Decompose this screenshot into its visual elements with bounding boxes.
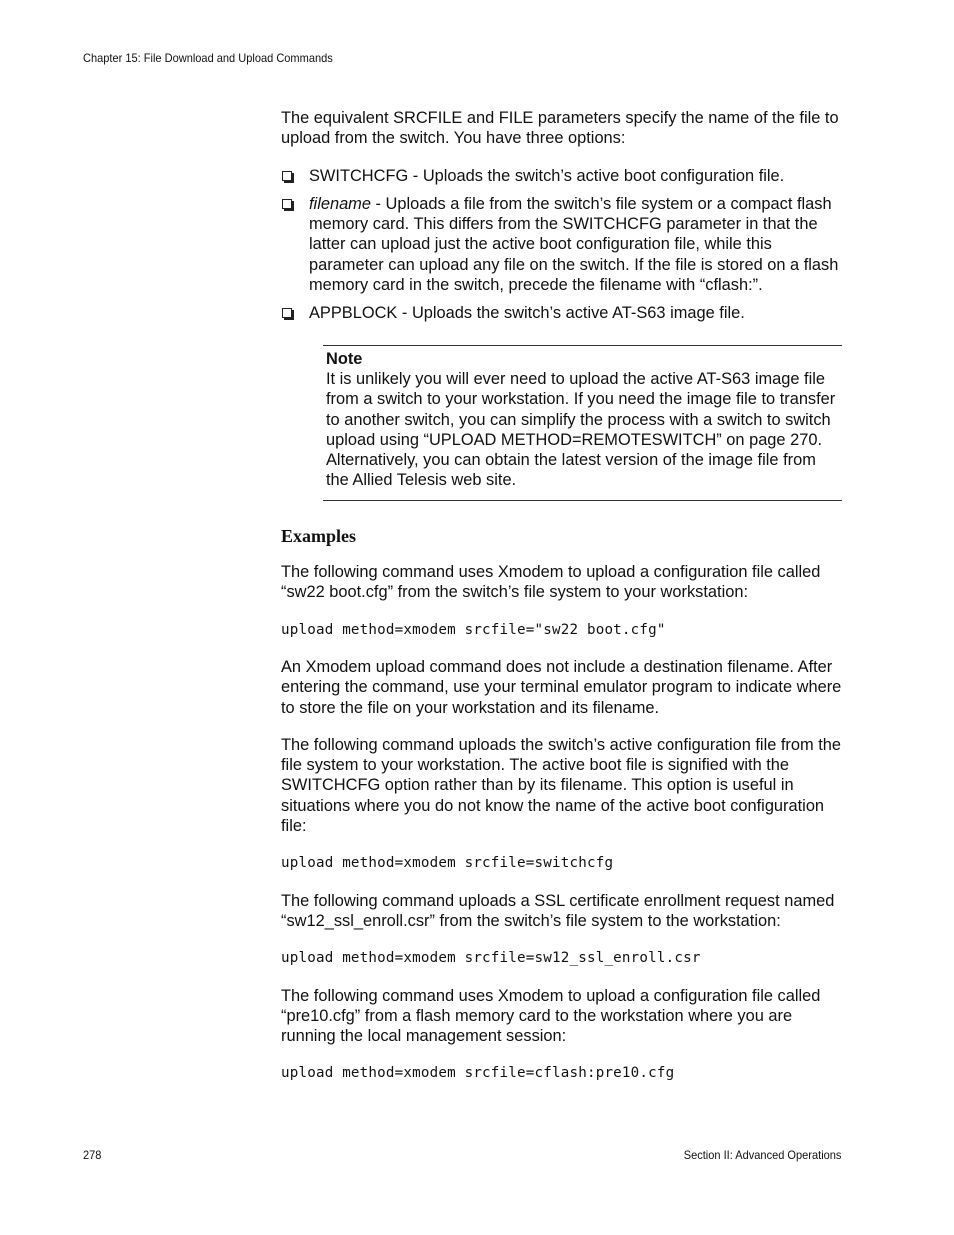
page-number: 278 bbox=[83, 1148, 102, 1162]
example-paragraph: The following command uses Xmodem to upload a configuration file called “pre10.cfg” from a flash memory card to the workstation where you are running the local management session: bbox=[281, 986, 821, 1046]
list-item bbox=[281, 303, 846, 323]
example-paragraph: The following command uses Xmodem to upload a configuration file called “sw22 boot.cfg” from the switch’s file system to your workstation: bbox=[281, 563, 821, 602]
code-sample: upload method=xmodem srcfile=switchcfg bbox=[281, 855, 614, 872]
list-item bbox=[281, 194, 846, 295]
note-box bbox=[323, 345, 842, 501]
example-paragraph: An Xmodem upload command does not include a destination filename. After entering the command, use your terminal emulator program to indicate where to store the file on your workstation and its filename. bbox=[281, 657, 842, 717]
option-term: filename bbox=[309, 194, 371, 213]
option-term: APPBLOCK bbox=[309, 304, 398, 323]
example-paragraph: The following command uploads a SSL certificate enrollment request named “sw12_ssl_enroll.csr” from the switch’s file system to the workstation: bbox=[281, 891, 835, 930]
note-title: Note bbox=[326, 349, 363, 368]
code-sample: upload method=xmodem srcfile=sw12_ssl_enroll.csr bbox=[281, 950, 701, 967]
page-body bbox=[281, 108, 846, 1101]
list-item bbox=[281, 166, 846, 186]
checkbox-bullet-icon bbox=[282, 308, 292, 318]
checkbox-bullet-icon bbox=[282, 199, 292, 209]
code-sample: upload method=xmodem srcfile="sw22 boot.cfg" bbox=[281, 621, 666, 638]
options-list bbox=[281, 166, 846, 324]
intro-paragraph: The equivalent SRCFILE and FILE parameters specify the name of the file to upload from the switch. You have three options: bbox=[281, 109, 839, 148]
option-text: - Uploads the switch’s active boot configuration file. bbox=[408, 166, 785, 185]
example-paragraph: The following command uploads the switch’s active configuration file from the file system to your workstation. The active boot file is signified with the SWITCHCFG option rather than by its filename. This option is useful in situations where you do not know the name of the active boot configuration file: bbox=[281, 735, 841, 836]
option-text: - Uploads the switch’s active AT-S63 image file. bbox=[397, 304, 745, 323]
code-sample: upload method=xmodem srcfile=cflash:pre10.cfg bbox=[281, 1065, 675, 1082]
examples-heading: Examples bbox=[281, 525, 357, 546]
option-text: - Uploads a file from the switch’s file system or a compact flash memory card. This differs from the SWITCHCFG parameter in that the latter can upload just the active boot configuration file, while this parameter can upload any file on the switch. If the file is stored on a flash memory card in the switch, precede the filename with “cflash:”. bbox=[309, 194, 839, 295]
checkbox-bullet-icon bbox=[282, 171, 292, 181]
note-body: It is unlikely you will ever need to upload the active AT-S63 image file from a switch to your workstation. If you need the image file to transfer to another switch, you can simplify the process with a switch to switch upload using “UPLOAD METHOD=REMOTESWITCH” on page 270. Alternatively, you can obtain the latest version of the image file from the Allied Telesis web site. bbox=[326, 369, 836, 490]
running-header: Chapter 15: File Download and Upload Commands bbox=[83, 51, 333, 65]
option-term: SWITCHCFG bbox=[309, 166, 409, 185]
section-title: Section II: Advanced Operations bbox=[683, 1148, 841, 1162]
